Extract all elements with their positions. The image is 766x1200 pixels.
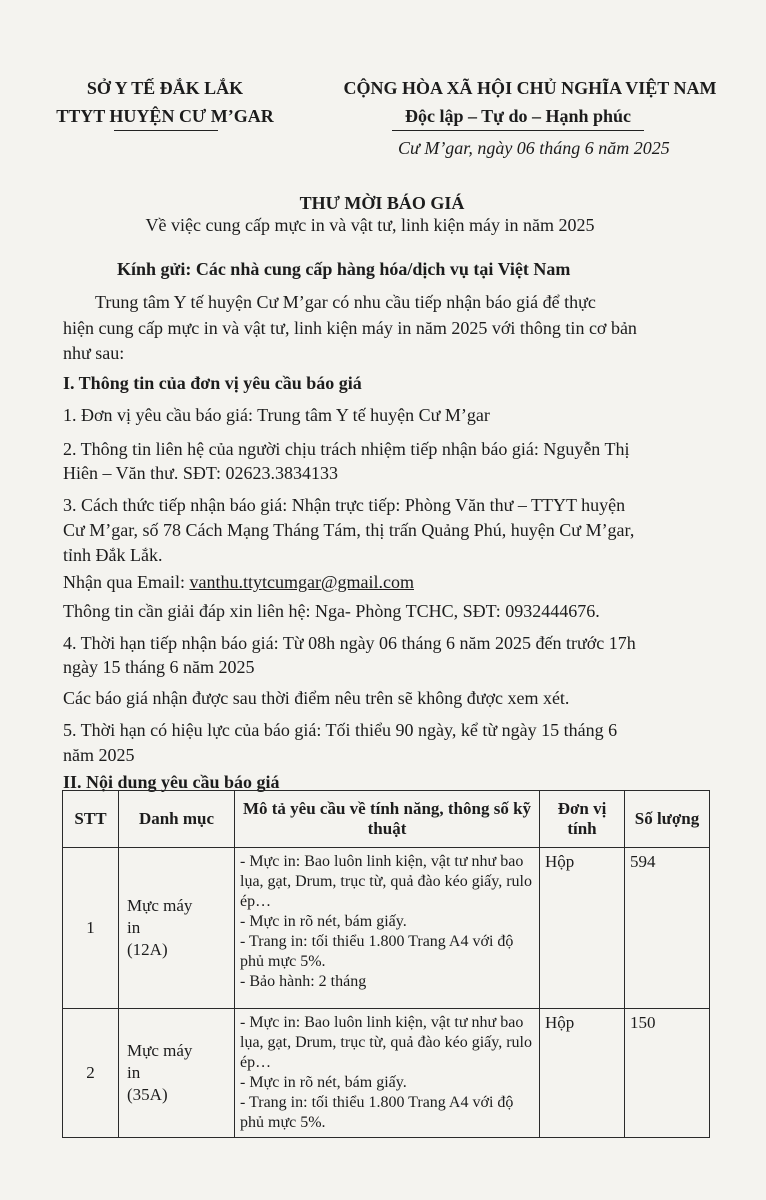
intro-line-3: như sau: xyxy=(63,343,125,363)
motto-underline xyxy=(392,130,644,131)
row-category xyxy=(119,848,235,1009)
info-item-3-line-1: 3. Cách thức tiếp nhận báo giá: Nhận trực tiếp: Phòng Văn thư – TTYT huyện xyxy=(63,495,626,515)
desc-line: - Mực in rõ nét, bám giấy. xyxy=(240,1074,407,1091)
unit-underline xyxy=(114,130,218,131)
category-word-2: in xyxy=(127,918,141,937)
email-line xyxy=(63,572,414,593)
contact-info: Thông tin cần giải đáp xin liên hệ: Nga- Phòng TCHC, SĐT: 0932444676. xyxy=(63,601,600,621)
info-item-5-line-2: năm 2025 xyxy=(63,745,135,765)
info-item-3-line-2: Cư M’gar, số 78 Cách Mạng Tháng Tám, thị trấn Quảng Phú, huyện Cư M’gar, xyxy=(63,520,635,540)
national-title: CỘNG HÒA XÃ HỘI CHỦ NGHĨA VIỆT NAM xyxy=(343,78,717,98)
row-description xyxy=(235,1009,540,1138)
header-quantity: Số lượng xyxy=(625,791,710,848)
intro-line-1: Trung tâm Y tế huyện Cư M’gar có nhu cầu tiếp nhận báo giá để thực xyxy=(95,292,596,312)
row-stt: 1 xyxy=(63,848,119,1009)
desc-line: - Trang in: tối thiểu 1.800 Trang A4 với độ phủ mực 5%. xyxy=(240,933,514,970)
header-description: Mô tả yêu cầu về tính năng, thông số kỹ thuật xyxy=(235,791,540,848)
date-line: Cư M’gar, ngày 06 tháng 6 năm 2025 xyxy=(398,138,670,158)
info-item-3-line-3: tỉnh Đắk Lắk. xyxy=(63,545,163,565)
info-item-4-line-2: ngày 15 tháng 6 năm 2025 xyxy=(63,657,255,677)
document-title: THƯ MỜI BÁO GIÁ xyxy=(299,193,465,213)
row-quantity: 594 xyxy=(625,848,710,1009)
table-row xyxy=(63,848,710,1009)
section-2-heading: II. Nội dung yêu cầu báo giá xyxy=(63,772,280,792)
row-unit: Hộp xyxy=(540,848,625,1009)
table-header-row xyxy=(63,791,710,848)
header-stt: STT xyxy=(63,791,119,848)
email-label: Nhận qua Email: xyxy=(63,572,190,592)
desc-line: - Mực in: Bao luôn linh kiện, vật tư như bao lụa, gạt, Drum, trục từ, quả đào kéo giấy, rulo ép… xyxy=(240,1014,532,1071)
category-code: (12A) xyxy=(127,940,168,959)
header-unit: Đơn vị tính xyxy=(540,791,625,848)
agency-name: SỞ Y TẾ ĐẮK LẮK xyxy=(86,78,244,98)
info-item-4-line-1: 4. Thời hạn tiếp nhận báo giá: Từ 08h ngày 06 tháng 6 năm 2025 đến trước 17h xyxy=(63,633,636,653)
late-note: Các báo giá nhận được sau thời điểm nêu trên sẽ không được xem xét. xyxy=(63,688,570,708)
greeting: Kính gửi: Các nhà cung cấp hàng hóa/dịch vụ tại Việt Nam xyxy=(117,259,571,279)
email-link[interactable]: vanthu.ttytcumgar@gmail.com xyxy=(189,572,414,592)
category-word-2: in xyxy=(127,1063,141,1082)
quote-request-table xyxy=(62,790,710,1138)
category-word-1: Mực máy xyxy=(127,1041,193,1060)
desc-line: - Mực in: Bao luôn linh kiện, vật tư như bao lụa, gạt, Drum, trục từ, quả đào kéo giấy, rulo ép… xyxy=(240,853,532,910)
desc-line: - Trang in: tối thiểu 1.800 Trang A4 với độ phủ mực 5%. xyxy=(240,1094,514,1131)
row-description xyxy=(235,848,540,1009)
unit-name: TTYT HUYỆN CƯ M’GAR xyxy=(56,106,274,126)
intro-line-2: hiện cung cấp mực in và vật tư, linh kiện máy in năm 2025 với thông tin cơ bản xyxy=(63,318,637,338)
category-code: (35A) xyxy=(127,1085,168,1104)
row-quantity: 150 xyxy=(625,1009,710,1138)
header-category: Danh mục xyxy=(119,791,235,848)
info-item-5-line-1: 5. Thời hạn có hiệu lực của báo giá: Tối thiểu 90 ngày, kể từ ngày 15 tháng 6 xyxy=(63,720,618,740)
document-subject: Về việc cung cấp mực in và vật tư, linh kiện máy in năm 2025 xyxy=(145,215,595,235)
info-item-1: 1. Đơn vị yêu cầu báo giá: Trung tâm Y tế huyện Cư M’gar xyxy=(63,405,490,425)
info-item-2-line-1: 2. Thông tin liên hệ của người chịu trách nhiệm tiếp nhận báo giá: Nguyễn Thị xyxy=(63,439,630,459)
table-row xyxy=(63,1009,710,1138)
row-category xyxy=(119,1009,235,1138)
desc-line: - Mực in rõ nét, bám giấy. xyxy=(240,913,407,930)
row-stt: 2 xyxy=(63,1009,119,1138)
category-word-1: Mực máy xyxy=(127,896,193,915)
desc-line: - Bảo hành: 2 tháng xyxy=(240,973,367,990)
section-1-heading: I. Thông tin của đơn vị yêu cầu báo giá xyxy=(63,373,362,393)
row-unit: Hộp xyxy=(540,1009,625,1138)
info-item-2-line-2: Hiên – Văn thư. SĐT: 02623.3834133 xyxy=(63,463,339,483)
national-motto: Độc lập – Tự do – Hạnh phúc xyxy=(404,106,632,126)
